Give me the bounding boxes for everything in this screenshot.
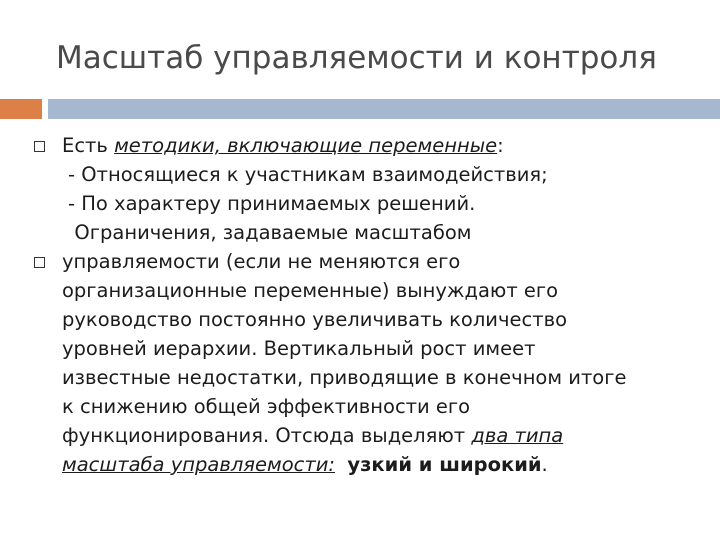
bullet-2-line-4: руководство постоянно увеличивать количество (62, 308, 568, 331)
title-accent-bar (0, 99, 42, 119)
spacer (335, 453, 347, 476)
bullet-2-line-6: известные недостатки, приводящие в конечном итоге (62, 366, 627, 389)
bullet-2-line-5: уровней иерархии. Вертикальный рост имеет (62, 337, 536, 360)
bullet-2-line-9 (62, 450, 712, 479)
bullet-1-emphasis: методики, включающие переменные (114, 134, 498, 157)
narrow-and-wide-bold: узкий и широкий (347, 453, 542, 476)
bullet-1-lead: Есть (62, 134, 115, 157)
slide-body (62, 131, 712, 479)
sub-item-2: - По характеру принимаемых решений. (68, 192, 476, 215)
slide-title: Масштаб управляемости и контроля (56, 40, 657, 76)
final-period: . (541, 453, 548, 476)
title-rule-bar (48, 99, 720, 119)
bullet-2-line-2: управляемости (если не меняются его (62, 250, 461, 273)
checkbox-bullet-icon (34, 257, 45, 268)
sub-item-1: - Относящиеся к участникам взаимодействия; (68, 163, 548, 186)
span-of-control-emphasis: масштаба управляемости: (62, 453, 335, 476)
bullet-1-tail: : (497, 134, 504, 157)
bullet-2-line-3: организационные переменные) вынуждают его (62, 279, 559, 302)
bullet-2-line-8-text: функционирования. Отсюда выделяют (62, 424, 472, 447)
bullet-2-line-7: к снижению общей эффективности его (62, 395, 471, 418)
two-types-emphasis: два типа (471, 424, 564, 447)
bullet-2-line-1: Ограничения, задаваемые масштабом (62, 221, 472, 244)
bullet-1-line (62, 131, 712, 160)
checkbox-bullet-icon (34, 141, 45, 152)
bullet-2-line-8 (62, 421, 712, 450)
